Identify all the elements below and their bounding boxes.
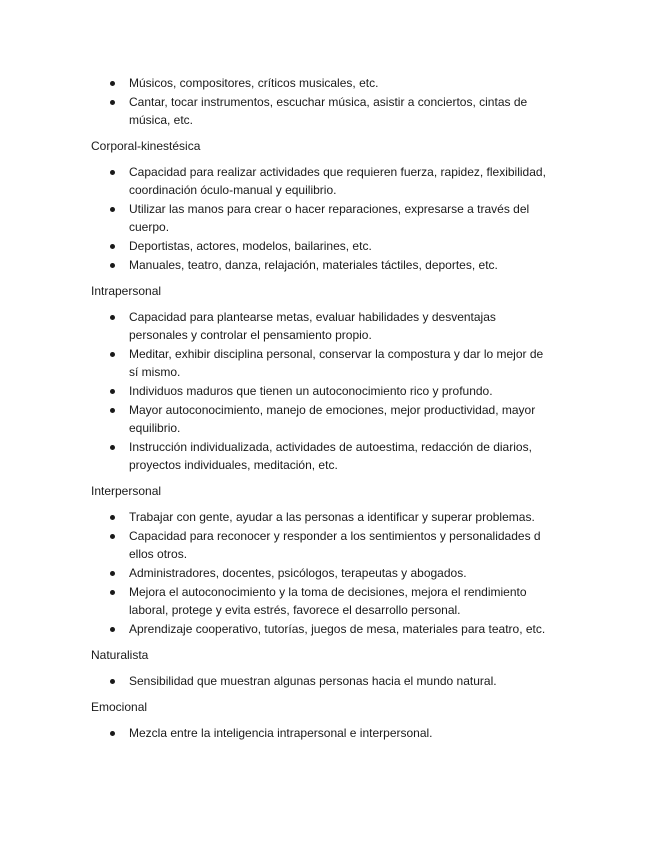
list-item-text: Trabajar con gente, ayudar a las personas a identificar y superar problemas. [129,510,535,524]
bullet-icon [110,679,115,684]
list-item-text: equilibrio. [129,421,181,435]
list-item-text: música, etc. [129,113,194,127]
list-item [91,527,571,563]
list-item-text: Individuos maduros que tienen un autoconocimiento rico y profundo. [129,384,493,398]
section-heading-emocional: Emocional [91,700,148,714]
list-item [91,74,571,92]
list-item-text: Capacidad para realizar actividades que requieren fuerza, rapidez, flexibilidad, [129,165,546,179]
list-item-text: coordinación óculo-manual y equilibrio. [129,183,337,197]
list-item-text: Capacidad para reconocer y responder a los sentimientos y personalidades d [129,529,541,543]
bullet-list-naturalista [91,672,571,690]
list-item-text: proyectos individuales, meditación, etc. [129,458,338,472]
bullet-icon [110,445,115,450]
list-item-text: cuerpo. [129,220,170,234]
list-item [91,508,571,526]
bullet-icon [110,81,115,86]
list-item-text: Músicos, compositores, críticos musicales, etc. [129,76,379,90]
list-item [91,308,571,344]
bullet-list-intrapersonal [91,308,571,474]
list-item-text: Instrucción individualizada, actividades de autoestima, redacción de diarios, [129,440,532,454]
list-item-text: Cantar, tocar instrumentos, escuchar música, asistir a conciertos, cintas de [129,95,528,109]
list-item [91,200,571,236]
list-item [91,401,571,437]
list-item [91,345,571,381]
list-item [91,620,571,638]
bullet-list-emocional [91,724,571,742]
bullet-icon [110,352,115,357]
bullet-icon [110,100,115,105]
list-item-text: Aprendizaje cooperativo, tutorías, juegos de mesa, materiales para teatro, etc. [129,622,546,636]
list-item-text: Meditar, exhibir disciplina personal, conservar la compostura y dar lo mejor de [129,347,544,361]
bullet-icon [110,534,115,539]
bullet-icon [110,731,115,736]
list-item [91,237,571,255]
list-item-text: Administradores, docentes, psicólogos, terapeutas y abogados. [129,566,467,580]
bullet-list-interpersonal [91,508,571,638]
bullet-icon [110,590,115,595]
document-body [91,74,571,742]
list-item-text: Mezcla entre la inteligencia intrapersonal e interpersonal. [129,726,433,740]
list-item-text: Deportistas, actores, modelos, bailarines, etc. [129,239,372,253]
list-item-text: personales y controlar el pensamiento propio. [129,328,372,342]
bullet-icon [110,207,115,212]
section-heading-corporal: Corporal-kinestésica [91,139,201,153]
list-item-text: Capacidad para plantearse metas, evaluar habilidades y desventajas [129,310,496,324]
bullet-icon [110,389,115,394]
bullet-icon [110,515,115,520]
section-heading-interpersonal: Interpersonal [91,484,162,498]
list-item-text: laboral, protege y evita estrés, favorece el desarrollo personal. [129,603,461,617]
list-item [91,583,571,619]
list-item-text: ellos otros. [129,547,188,561]
list-item [91,256,571,274]
list-item [91,438,571,474]
list-item [91,724,571,742]
list-item-text: Manuales, teatro, danza, relajación, materiales táctiles, deportes, etc. [129,258,498,272]
list-item-text: Sensibilidad que muestran algunas personas hacia el mundo natural. [129,674,497,688]
bullet-list-corporal [91,163,571,274]
list-item [91,163,571,199]
bullet-icon [110,627,115,632]
bullet-icon [110,408,115,413]
list-item-text: Utilizar las manos para crear o hacer reparaciones, expresarse a través del [129,202,530,216]
bullet-list-musical [91,74,571,129]
list-item [91,382,571,400]
list-item-text: Mejora el autoconocimiento y la toma de decisiones, mejora el rendimiento [129,585,527,599]
bullet-icon [110,263,115,268]
bullet-icon [110,571,115,576]
bullet-icon [110,244,115,249]
list-item [91,564,571,582]
bullet-icon [110,315,115,320]
list-item-text: Mayor autoconocimiento, manejo de emociones, mejor productividad, mayor [129,403,536,417]
list-item-text: sí mismo. [129,365,181,379]
list-item [91,672,571,690]
list-item [91,93,571,129]
bullet-icon [110,170,115,175]
section-heading-intrapersonal: Intrapersonal [91,284,162,298]
section-heading-naturalista: Naturalista [91,648,149,662]
